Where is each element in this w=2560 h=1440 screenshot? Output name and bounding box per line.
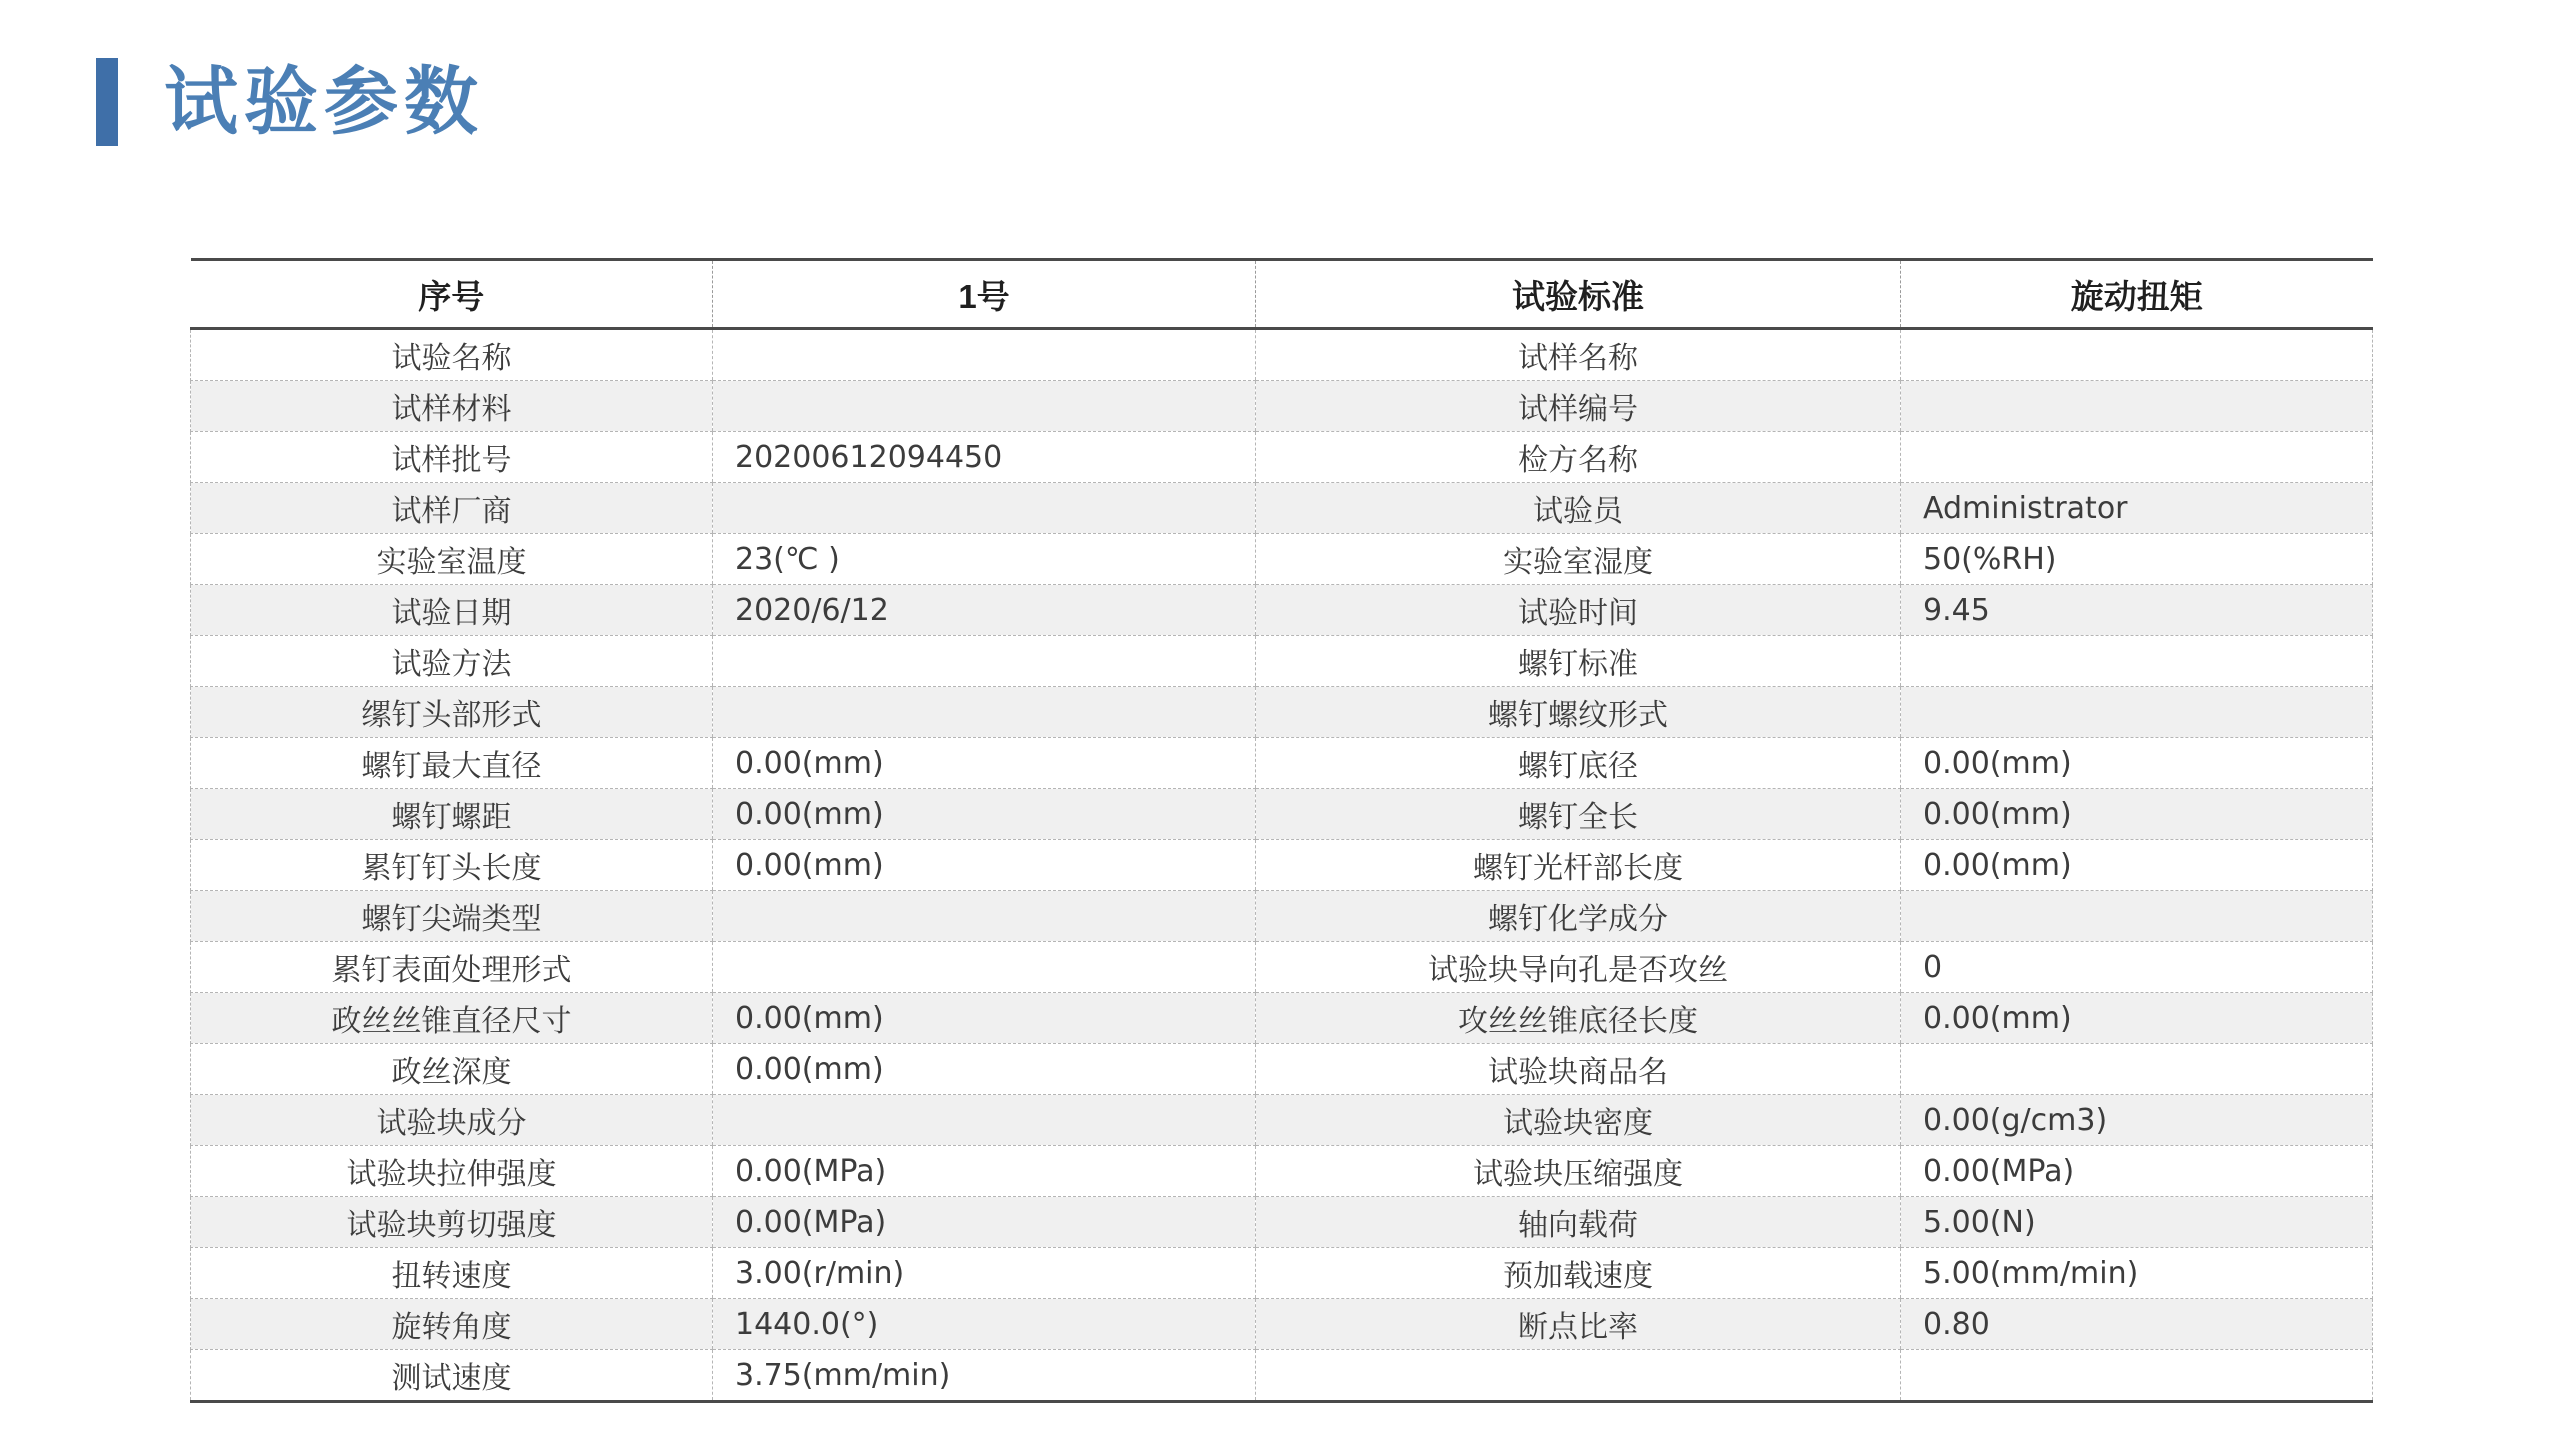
row-label-right: 实验室湿度	[1256, 534, 1901, 585]
table-row	[191, 891, 2373, 942]
row-label-left: 实验室温度	[191, 534, 713, 585]
row-label-right: 试验时间	[1256, 585, 1901, 636]
row-label-left: 试验块剪切强度	[191, 1197, 713, 1248]
table-row	[191, 1299, 2373, 1350]
row-value-right	[1901, 891, 2373, 942]
row-value-right	[1901, 381, 2373, 432]
row-value-left: 0.00(mm)	[713, 993, 1256, 1044]
row-label-left: 试验方法	[191, 636, 713, 687]
table-row	[191, 534, 2373, 585]
row-label-left: 试样厂商	[191, 483, 713, 534]
page-title-text: 试验参数	[164, 60, 484, 143]
row-label-right: 螺钉底径	[1256, 738, 1901, 789]
row-label-right: 检方名称	[1256, 432, 1901, 483]
row-value-right	[1901, 1350, 2373, 1402]
row-value-right	[1901, 432, 2373, 483]
row-label-right: 试验块压缩强度	[1256, 1146, 1901, 1197]
table-row	[191, 993, 2373, 1044]
row-label-left: 试验块拉伸强度	[191, 1146, 713, 1197]
row-value-left: 23(℃ )	[713, 534, 1256, 585]
row-value-left	[713, 329, 1256, 381]
table-row	[191, 840, 2373, 891]
table-row	[191, 789, 2373, 840]
row-label-right: 试验员	[1256, 483, 1901, 534]
row-value-right: 0.00(mm)	[1901, 840, 2373, 891]
title-accent-bar	[96, 58, 118, 146]
row-label-left: 缧钉头部形式	[191, 687, 713, 738]
row-value-right: 50(%RH)	[1901, 534, 2373, 585]
table-row	[191, 1350, 2373, 1402]
row-label-right: 螺钉光杆部长度	[1256, 840, 1901, 891]
row-label-right	[1256, 1350, 1901, 1402]
row-value-right: 5.00(mm/min)	[1901, 1248, 2373, 1299]
row-label-left: 试样材料	[191, 381, 713, 432]
table-row	[191, 432, 2373, 483]
row-label-left: 试验名称	[191, 329, 713, 381]
row-value-right	[1901, 1044, 2373, 1095]
row-value-left	[713, 381, 1256, 432]
row-value-right: 9.45	[1901, 585, 2373, 636]
row-label-right: 预加载速度	[1256, 1248, 1901, 1299]
row-value-right: 0.80	[1901, 1299, 2373, 1350]
row-value-right: 0	[1901, 942, 2373, 993]
column-header-1: 1号	[713, 260, 1256, 329]
row-label-right: 螺钉螺纹形式	[1256, 687, 1901, 738]
row-value-left	[713, 483, 1256, 534]
row-label-right: 试验块密度	[1256, 1095, 1901, 1146]
row-label-left: 旋转角度	[191, 1299, 713, 1350]
row-label-right: 螺钉全长	[1256, 789, 1901, 840]
table-row	[191, 329, 2373, 381]
row-label-left: 扭转速度	[191, 1248, 713, 1299]
row-value-right: Administrator	[1901, 483, 2373, 534]
row-label-right: 试样名称	[1256, 329, 1901, 381]
row-value-left: 0.00(MPa)	[713, 1197, 1256, 1248]
table-row	[191, 1044, 2373, 1095]
row-value-left: 0.00(mm)	[713, 840, 1256, 891]
table-row	[191, 1197, 2373, 1248]
row-value-right	[1901, 329, 2373, 381]
row-label-left: 螺钉螺距	[191, 789, 713, 840]
table-row	[191, 1095, 2373, 1146]
row-value-right: 0.00(g/cm3)	[1901, 1095, 2373, 1146]
table-header-row	[191, 260, 2373, 329]
row-label-right: 螺钉标准	[1256, 636, 1901, 687]
row-value-left	[713, 636, 1256, 687]
row-value-left: 3.75(mm/min)	[713, 1350, 1256, 1402]
row-label-right: 试验块商品名	[1256, 1044, 1901, 1095]
row-value-left: 0.00(MPa)	[713, 1146, 1256, 1197]
column-header-3: 旋动扭矩	[1901, 260, 2373, 329]
table-row	[191, 585, 2373, 636]
row-value-left: 0.00(mm)	[713, 789, 1256, 840]
row-label-left: 试验块成分	[191, 1095, 713, 1146]
row-value-left: 0.00(mm)	[713, 1044, 1256, 1095]
row-label-left: 政丝丝锥直径尺寸	[191, 993, 713, 1044]
row-label-right: 攻丝丝锥底径长度	[1256, 993, 1901, 1044]
row-label-left: 政丝深度	[191, 1044, 713, 1095]
row-label-left: 试验日期	[191, 585, 713, 636]
row-label-right: 螺钉化学成分	[1256, 891, 1901, 942]
column-header-2: 试验标准	[1256, 260, 1901, 329]
row-label-left: 螺钉最大直径	[191, 738, 713, 789]
row-value-right: 5.00(N)	[1901, 1197, 2373, 1248]
row-value-right: 0.00(mm)	[1901, 789, 2373, 840]
test-parameters-table	[190, 258, 2372, 1403]
row-value-left	[713, 1095, 1256, 1146]
row-label-left: 试样批号	[191, 432, 713, 483]
row-value-right: 0.00(MPa)	[1901, 1146, 2373, 1197]
page-title	[96, 58, 484, 146]
row-label-left: 螺钉尖端类型	[191, 891, 713, 942]
row-value-left: 3.00(r/min)	[713, 1248, 1256, 1299]
row-value-left: 1440.0(°)	[713, 1299, 1256, 1350]
row-label-right: 轴向载荷	[1256, 1197, 1901, 1248]
row-value-right: 0.00(mm)	[1901, 993, 2373, 1044]
row-value-left: 2020/6/12	[713, 585, 1256, 636]
row-label-left: 测试速度	[191, 1350, 713, 1402]
table-row	[191, 381, 2373, 432]
row-label-right: 试样编号	[1256, 381, 1901, 432]
row-value-left: 20200612094450	[713, 432, 1256, 483]
row-value-left	[713, 687, 1256, 738]
table-row	[191, 1146, 2373, 1197]
table-row	[191, 738, 2373, 789]
row-label-left: 累钉表面处理形式	[191, 942, 713, 993]
table-row	[191, 1248, 2373, 1299]
row-label-right: 断点比率	[1256, 1299, 1901, 1350]
row-value-left	[713, 891, 1256, 942]
row-value-left: 0.00(mm)	[713, 738, 1256, 789]
column-header-0: 序号	[191, 260, 713, 329]
row-value-right: 0.00(mm)	[1901, 738, 2373, 789]
table-row	[191, 687, 2373, 738]
row-label-right: 试验块导向孔是否攻丝	[1256, 942, 1901, 993]
row-value-right	[1901, 636, 2373, 687]
table-row	[191, 636, 2373, 687]
table-row	[191, 942, 2373, 993]
row-value-right	[1901, 687, 2373, 738]
row-value-left	[713, 942, 1256, 993]
row-label-left: 累钉钉头长度	[191, 840, 713, 891]
table-row	[191, 483, 2373, 534]
